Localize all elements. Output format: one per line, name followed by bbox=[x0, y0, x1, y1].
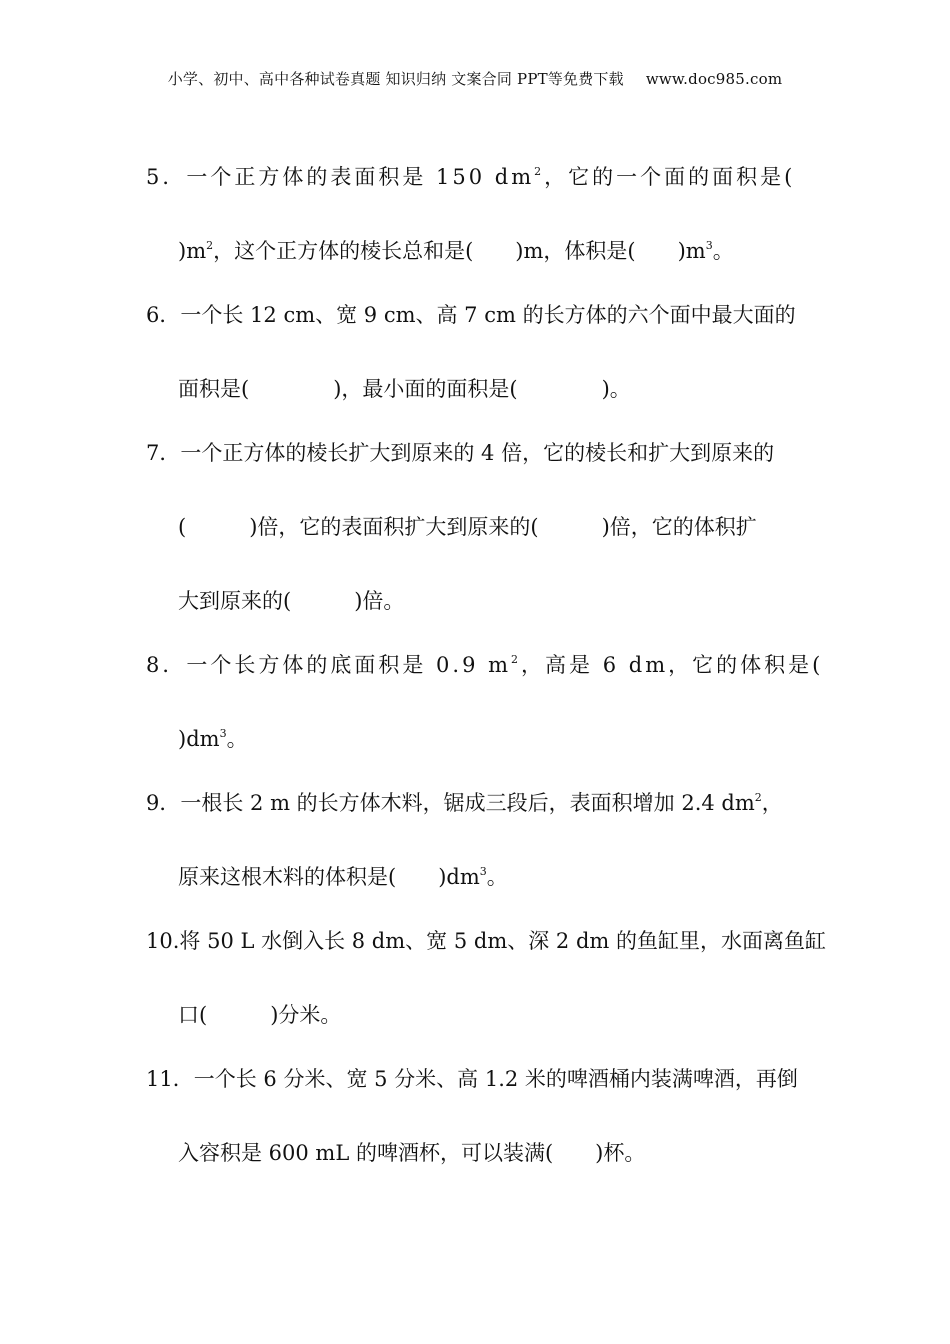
question-7-line-3: 大到原来的( )倍。 bbox=[178, 589, 405, 613]
question-11-number: 11． bbox=[146, 1067, 194, 1091]
question-5-number: 5． bbox=[146, 165, 187, 189]
page-header bbox=[0, 68, 950, 89]
question-7-line-1: 7．一个正方体的棱长扩大到原来的 4 倍，它的棱长和扩大到原来的 bbox=[146, 438, 774, 468]
question-10-line-1: 10.将 50 L 水倒入长 8 dm、宽 5 dm、深 2 dm 的鱼缸里，水面离鱼缸 bbox=[146, 926, 826, 956]
question-7-number: 7． bbox=[146, 441, 181, 465]
header-site: www.doc985.com bbox=[645, 70, 783, 88]
question-7-line-2: ( )倍，它的表面积扩大到原来的( )倍，它的体积扩 bbox=[178, 515, 757, 539]
question-9-line-1: 9．一根长 2 m 的长方体木料，锯成三段后，表面积增加 2.4 $dm^2$， bbox=[146, 788, 783, 818]
question-5-line-2: )$m^2$，这个正方体的棱长总和是( )m，体积是( )$m^3$。 bbox=[178, 239, 734, 263]
question-8-line-1: 8．一个长方体的底面积是 0.9 $m^2$，高是 6 dm，它的体积是( bbox=[146, 650, 823, 680]
question-6-line-1: 6．一个长 12 cm、宽 9 cm、高 7 cm 的长方体的六个面中最大面的 bbox=[146, 300, 796, 330]
question-11-line-2: 入容积是 600 mL 的啤酒杯，可以装满( )杯。 bbox=[178, 1141, 646, 1165]
question-5-line-1: 5．一个正方体的表面积是 150 $dm^2$，它的一个面的面积是( bbox=[146, 162, 795, 192]
question-10-line-2: 口( )分米。 bbox=[178, 1003, 342, 1027]
question-6-line-2: 面积是( )，最小面的面积是( )。 bbox=[178, 377, 631, 401]
question-8-line-2: )$dm^3$。 bbox=[178, 727, 248, 751]
question-10-number: 10. bbox=[146, 929, 180, 953]
question-11-line-1: 11．一个长 6 分米、宽 5 分米、高 1.2 米的啤酒桶内装满啤酒，再倒 bbox=[146, 1064, 798, 1094]
question-9-number: 9． bbox=[146, 791, 181, 815]
question-9-line-2: 原来这根木料的体积是( )$dm^3$。 bbox=[178, 865, 508, 889]
header-text: 小学、初中、高中各种试卷真题 知识归纳 文案合同 PPT等免费下载 bbox=[167, 70, 624, 88]
question-6-number: 6． bbox=[146, 303, 181, 327]
question-8-number: 8． bbox=[146, 653, 187, 677]
